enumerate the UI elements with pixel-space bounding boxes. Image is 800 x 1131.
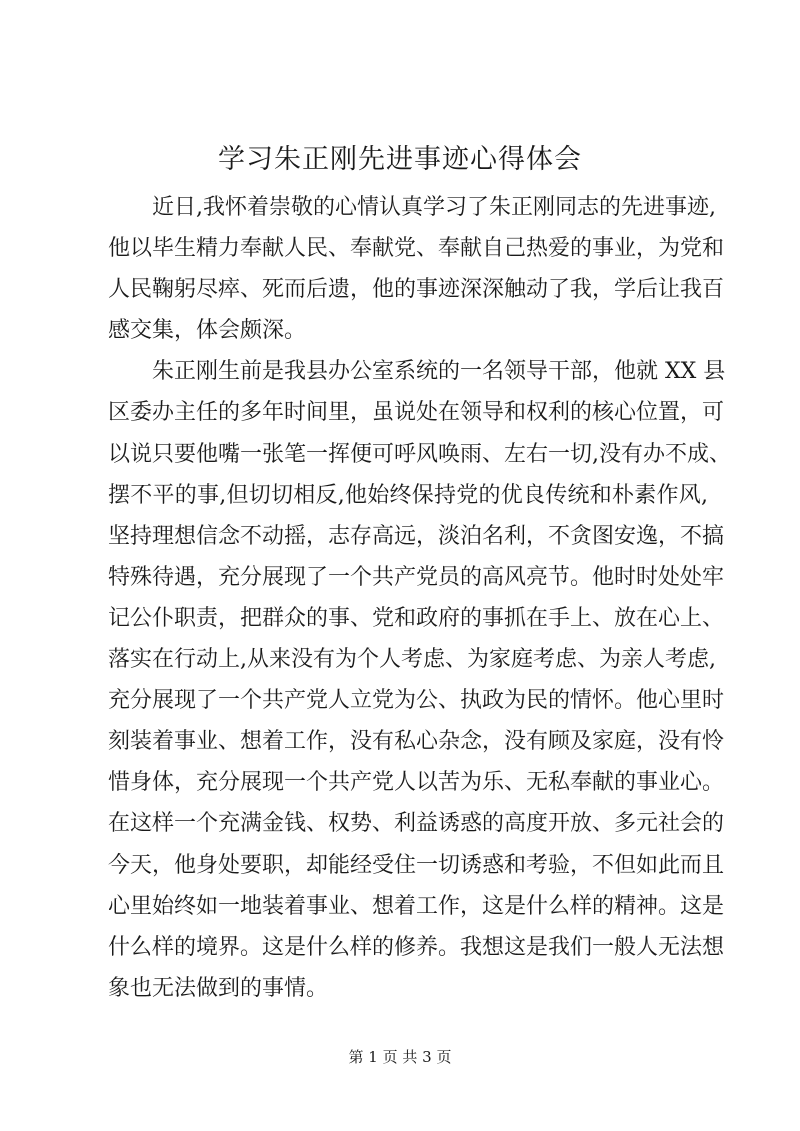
page-footer [0, 1047, 800, 1067]
document-body [108, 187, 731, 1009]
paragraph-2-line-10: 刻装着事业、想着工作，没有私心杂念，没有顾及家庭，没有怜 [108, 729, 725, 755]
paragraph-2-line-4: 摆不平的事,但切切相反,他始终保持党的优良传统和朴素作风, [108, 482, 708, 508]
paragraph-2-line-12: 在这样一个充满金钱、权势、利益诱惑的高度开放、多元社会的 [108, 811, 725, 837]
paragraph-2-line-11: 惜身体，充分展现一个共产党人以苦为乐、无私奉献的事业心。 [108, 770, 725, 796]
paragraph-2-line-15: 什么样的境界。这是什么样的修养。我想这是我们一般人无法想 [108, 934, 725, 960]
paragraph-2-line-3: 以说只要他嘴一张笔一挥便可呼风唤雨、左右一切,没有办不成、 [108, 441, 731, 467]
paragraph-2-line-6: 特殊待遇，充分展现了一个共产党员的高风亮节。他时时处处牢 [108, 564, 725, 590]
paragraph-2-line-8: 落实在行动上,从来没有为个人考虑、为家庭考虑、为亲人考虑, [108, 647, 716, 673]
paragraph-1-line-3: 人民鞠躬尽瘁、死而后遗，他的事迹深深触动了我，学后让我百 [108, 277, 725, 303]
paragraph-2-line-9: 充分展现了一个共产党人立党为公、执政为民的情怀。他心里时 [108, 688, 725, 714]
paragraph-2-line-14: 心里始终如一地装着事业、想着工作，这是什么样的精神。这是 [108, 893, 725, 919]
paragraph-2-line-1: 朱正刚生前是我县办公室系统的一名领导干部，他就 XX 县 [152, 359, 726, 385]
document-title: 学习朱正刚先进事迹心得体会 [218, 144, 582, 175]
paragraph-1-line-4: 感交集，体会颇深。 [108, 318, 307, 344]
paragraph-2-line-2: 区委办主任的多年时间里，虽说处在领导和权利的核心位置，可 [108, 400, 725, 426]
page-number-label: 第 1 页 共 3 页 [348, 1048, 452, 1066]
paragraph-2-line-16: 象也无法做到的事情。 [108, 975, 329, 1001]
paragraph-2-line-5: 坚持理想信念不动摇，志存高远，淡泊名利，不贪图安逸，不搞 [108, 523, 725, 549]
paragraph-1-line-1: 近日,我怀着崇敬的心情认真学习了朱正刚同志的先进事迹, [152, 195, 716, 220]
paragraph-1-line-2: 他以毕生精力奉献人民、奉献党、奉献自己热爱的事业，为党和 [108, 236, 725, 262]
paragraph-2-line-7: 记公仆职责，把群众的事、党和政府的事抓在手上、放在心上、 [108, 605, 725, 631]
paragraph-2-line-13: 今天，他身处要职，却能经受住一切诱惑和考验，不但如此而且 [108, 852, 725, 878]
